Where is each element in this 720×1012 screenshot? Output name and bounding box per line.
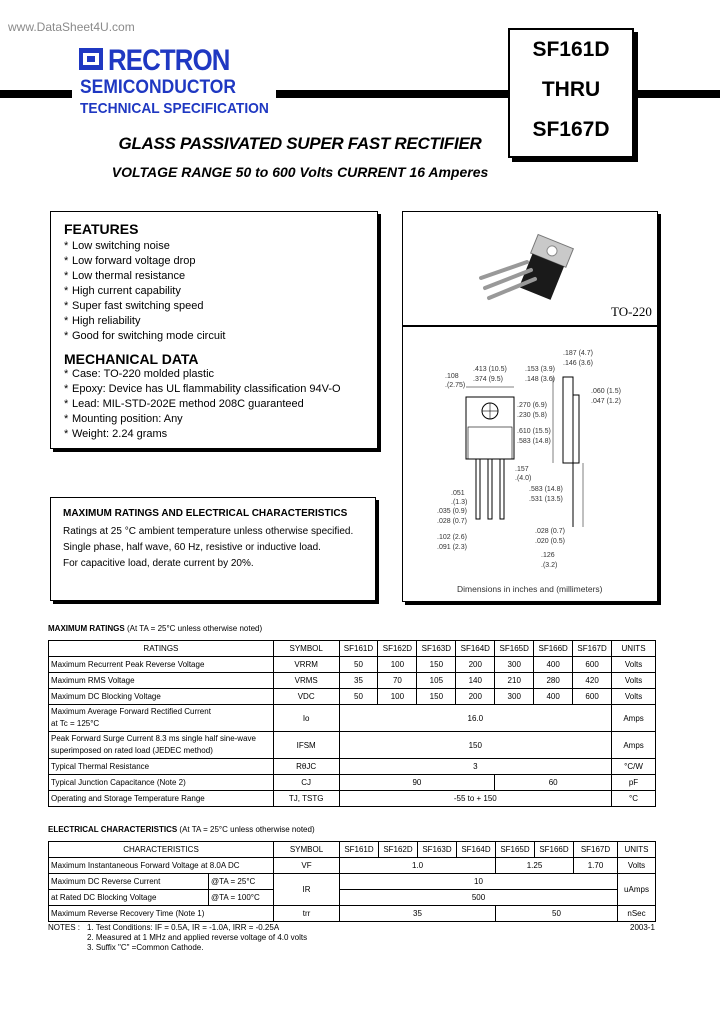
table-header-row [49,842,656,858]
dim-label: .060 (1.5) [591,388,621,395]
table-row [49,906,656,922]
table-cell: 150 [339,732,612,759]
table-cell: 70 [378,673,417,689]
part-number-thru: THRU [541,78,601,101]
dim-label: .047 (1.2) [591,398,621,405]
table-cell: 400 [534,657,573,673]
document-subtitle: VOLTAGE RANGE 50 to 600 Volts CURRENT 16 Amperes [111,164,489,180]
table-row [49,775,656,791]
table-cell: 35 [340,906,496,922]
table-cell: IR [274,874,340,906]
table-cell: Maximum DC Blocking Voltage [49,689,274,705]
table-cell: 140 [456,673,495,689]
table-cell: Maximum Reverse Recovery Time (Note 1) [49,906,274,922]
table-row [49,673,656,689]
table-row [49,874,656,890]
table-cell: 10 [340,874,618,890]
table-cell: SF161D [340,842,379,858]
brand-name: RECTRON [108,44,230,77]
table-cell: 210 [495,673,534,689]
table-cell: 150 [417,689,456,705]
bullet-icon: * [64,255,69,267]
table-cell: 16.0 [339,705,612,732]
note-item: 2. Measured at 1 MHz and applied reverse voltage of 4.0 volts [87,933,308,942]
table-cell: @TA = 100°C [209,890,274,906]
table-cell: 1.25 [496,858,574,874]
watermark: www.DataSheet4U.com [8,20,135,34]
header-bar-left [0,90,72,98]
ratings-note-line: For capacitive load, derate current by 20%. [63,558,254,569]
table-cell: Amps [612,705,656,732]
dim-label: .(4.0) [515,475,532,482]
bullet-icon: * [64,413,69,425]
dim-label: .413 (10.5) [473,366,507,373]
brand-subtitle: SEMICONDUCTOR [80,77,237,98]
table-cell: 100 [378,689,417,705]
table-cell: Volts [612,689,656,705]
bullet-icon: * [64,285,69,297]
table-cell: SF167D [574,842,618,858]
table-cell: RθJC [273,759,339,775]
electrical-characteristics-table [48,841,656,922]
dim-label: .230 (5.8) [517,412,547,419]
table-cell: Maximum Instantaneous Forward Voltage at 8.0A DC [49,858,274,874]
dim-label: .051 [451,490,465,497]
table-row [49,657,656,673]
ratings-note-box [50,497,376,601]
table-cell: 200 [456,657,495,673]
table-cell: °C/W [612,759,656,775]
table-row [49,890,656,906]
table-cell: 50 [339,689,378,705]
note-item: 1. Test Conditions: IF = 0.5A, IR = -1.0A, IRR = -0.25A [87,923,280,932]
dim-label: .610 (15.5) [517,428,551,435]
header-bar-middle [276,90,508,98]
table-cell: 100 [378,657,417,673]
dim-label: .020 (0.5) [535,538,565,545]
table-cell: 600 [573,689,612,705]
table-cell: Io [273,705,339,732]
table-row [49,791,656,807]
table-cell: IFSM [273,732,339,759]
table-cell: VRRM [273,657,339,673]
table-cell: 50 [339,657,378,673]
mechanical-list [64,367,341,442]
ratings-note-line: Single phase, half wave, 60 Hz, resistive or inductive load. [63,542,321,553]
table-cell: UNITS [612,641,656,657]
dim-label: .035 (0.9) [437,508,467,515]
table-cell: pF [612,775,656,791]
dimension-drawing [403,327,657,601]
table-cell: Volts [612,673,656,689]
ratings-note-heading: MAXIMUM RATINGS AND ELECTRICAL CHARACTERISTICS [63,508,348,519]
dim-label: .374 (9.5) [473,376,503,383]
table-cell: TJ, TSTG [273,791,339,807]
max-ratings-table [48,640,656,807]
table-cell: CJ [273,775,339,791]
dim-label: .583 (14.8) [517,438,551,445]
features-box [50,211,378,449]
table-cell: SYMBOL [273,641,339,657]
dim-label: .187 (4.7) [563,350,593,357]
table-cell: Peak Forward Surge Current 8.3 ms single half sine-wave superimposed on rated load (JEDEC method) [49,732,274,759]
table-cell: 1.0 [340,858,496,874]
table-cell: nSec [618,906,656,922]
table-cell: 50 [496,906,618,922]
table-cell: Volts [618,858,656,874]
dim-label: .148 (3.6) [525,376,555,383]
table-cell: uAmps [618,874,656,906]
table-cell: 105 [417,673,456,689]
features-heading: FEATURES [64,221,139,237]
dim-label: .531 (13.5) [529,496,563,503]
max-ratings-caption: MAXIMUM RATINGS (At TA = 25°C unless otherwise noted) [48,624,263,633]
table-row [49,732,656,759]
table-cell: SF162D [379,842,418,858]
list-item: * Low switching noise [64,240,170,252]
dim-label: .108 [445,373,459,380]
package-box [402,211,658,326]
table-cell: VDC [273,689,339,705]
table-cell: -55 to + 150 [339,791,612,807]
dim-label: .583 (14.8) [529,486,563,493]
dimensions-box [402,326,658,602]
document-title: GLASS PASSIVATED SUPER FAST RECTIFIER [118,134,482,153]
table-cell: at Rated DC Blocking Voltage [49,890,209,906]
list-item: * Super fast switching speed [64,300,204,312]
table-cell: SF162D [378,641,417,657]
table-cell: trr [274,906,340,922]
table-cell: SYMBOL [274,842,340,858]
list-item: * High reliability [64,315,141,327]
dimensions-caption: Dimensions in inches and (millimeters) [457,584,603,594]
dim-label: .(3.2) [541,562,558,569]
table-cell: SF166D [534,641,573,657]
bullet-icon: * [64,368,69,380]
table-cell: 35 [339,673,378,689]
table-cell: CHARACTERISTICS [49,842,274,858]
table-cell: VRMS [273,673,339,689]
list-item: * Weight: 2.24 grams [64,428,168,440]
list-item: * Epoxy: Device has UL flammability classification 94V-O [64,383,341,395]
dim-label: .157 [515,466,529,473]
table-cell: Maximum Recurrent Peak Reverse Voltage [49,657,274,673]
elec-char-caption: ELECTRICAL CHARACTERISTICS (At TA = 25°C unless otherwise noted) [48,825,315,834]
to220-package-image [403,212,657,325]
table-cell: SF165D [495,641,534,657]
bullet-icon: * [64,383,69,395]
part-number-end: SF167D [532,118,610,141]
table-cell: SF165D [496,842,535,858]
table-cell: Typical Junction Capacitance (Note 2) [49,775,274,791]
ratings-note-line: Ratings at 25 °C ambient temperature unless otherwise specified. [63,526,354,537]
table-cell: Amps [612,732,656,759]
table-cell: 300 [495,689,534,705]
revision-date: 2003-1 [630,923,655,932]
rectron-logo-icon [79,48,103,70]
table-header-row [49,641,656,657]
table-cell: @TA = 25°C [209,874,274,890]
table-cell: Maximum DC Reverse Current [49,874,209,890]
table-cell: 420 [573,673,612,689]
table-cell: °C [612,791,656,807]
list-item: * Lead: MIL-STD-202E method 208C guaranteed [64,398,304,410]
bullet-icon: * [64,240,69,252]
table-cell: 90 [339,775,495,791]
table-cell: 500 [340,890,618,906]
dim-label: .091 (2.3) [437,544,467,551]
table-row [49,689,656,705]
dim-label: .270 (6.9) [517,402,547,409]
table-cell: 3 [339,759,612,775]
table-cell: 150 [417,657,456,673]
header-bar-right [630,90,720,98]
list-item: * Good for switching mode circuit [64,330,226,342]
table-cell: Maximum Average Forward Rectified Current at Tc = 125°C [49,705,274,732]
note-item: 3. Suffix "C" =Common Cathode. [87,943,204,952]
bullet-icon: * [64,315,69,327]
table-cell: Maximum RMS Voltage [49,673,274,689]
mechanical-heading: MECHANICAL DATA [64,351,199,367]
table-cell: Operating and Storage Temperature Range [49,791,274,807]
table-cell: SF163D [417,641,456,657]
dim-label: .(2.75) [445,382,466,389]
list-item: * Mounting position: Any [64,413,183,425]
bullet-icon: * [64,428,69,440]
table-cell: SF166D [535,842,574,858]
dim-label: .146 (3.6) [563,360,593,367]
brand-tagline: TECHNICAL SPECIFICATION [80,100,269,117]
notes-label: NOTES : [48,923,81,932]
table-cell: 600 [573,657,612,673]
table-cell: 1.70 [574,858,618,874]
list-item: * Case: TO-220 molded plastic [64,368,215,380]
table-cell: VF [274,858,340,874]
list-item: * Low thermal resistance [64,270,186,282]
table-cell: SF167D [573,641,612,657]
table-cell: Volts [612,657,656,673]
part-number-start: SF161D [532,38,610,61]
bullet-icon: * [64,398,69,410]
table-row [49,705,656,732]
table-cell: 280 [534,673,573,689]
list-item: * High current capability [64,285,181,297]
notes-list [87,923,307,953]
table-cell: 60 [495,775,612,791]
table-row [49,858,656,874]
bullet-icon: * [64,330,69,342]
table-cell: SF163D [418,842,457,858]
dim-label: .(1.3) [451,499,468,506]
table-cell: SF164D [457,842,496,858]
table-cell: 200 [456,689,495,705]
dim-label: .126 [541,552,555,559]
table-cell: 400 [534,689,573,705]
table-cell: SF164D [456,641,495,657]
table-cell: RATINGS [49,641,274,657]
package-label: TO-220 [611,304,652,319]
table-row [49,759,656,775]
dim-label: .028 (0.7) [535,528,565,535]
table-cell: SF161D [339,641,378,657]
table-cell: UNITS [618,842,656,858]
list-item: * Low forward voltage drop [64,255,196,267]
table-cell: 300 [495,657,534,673]
features-list [64,239,225,344]
dim-label: .102 (2.6) [437,534,467,541]
dim-label: .153 (3.9) [525,366,555,373]
bullet-icon: * [64,270,69,282]
bullet-icon: * [64,300,69,312]
table-cell: Typical Thermal Resistance [49,759,274,775]
dim-label: .028 (0.7) [437,518,467,525]
